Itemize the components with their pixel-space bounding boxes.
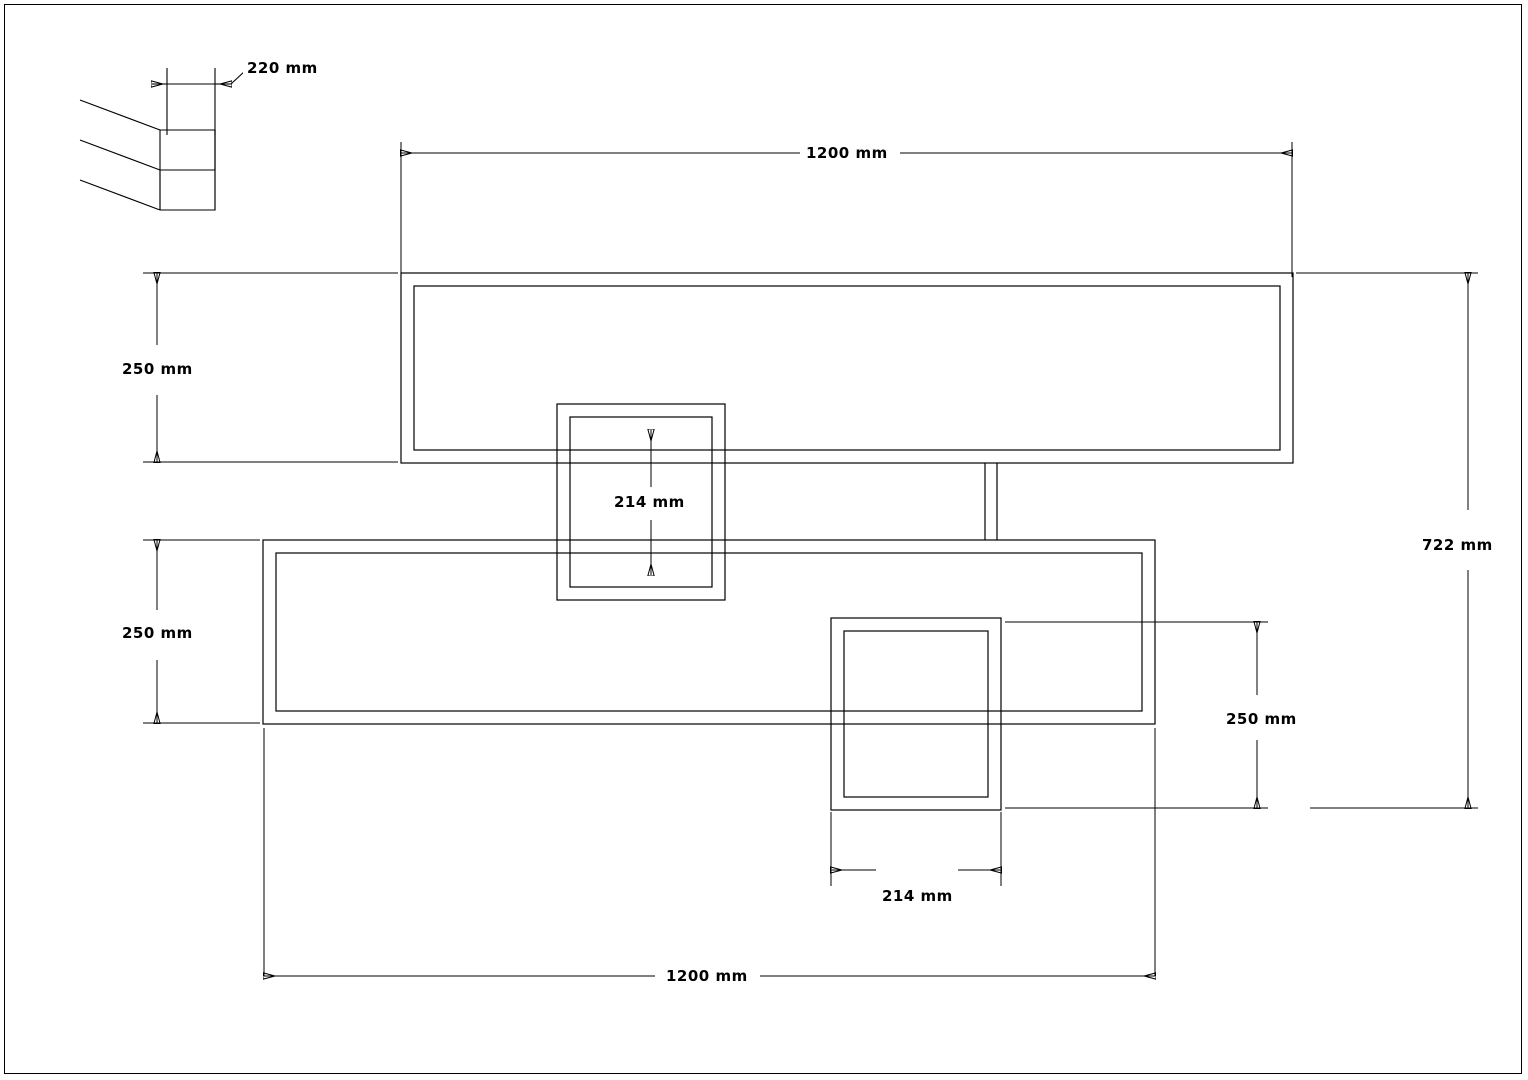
label-top-width: 1200 mm xyxy=(802,144,892,162)
label-depth: 220 mm xyxy=(243,59,322,77)
label-total-height: 722 mm xyxy=(1418,536,1497,554)
dim-lower-box-width xyxy=(831,812,1001,886)
top-shelf-body xyxy=(401,273,1293,463)
label-lower-box-width: 214 mm xyxy=(878,887,957,905)
lower-box xyxy=(831,618,1001,810)
dim-bottom-width xyxy=(264,728,1155,976)
label-bottom-height: 250 mm xyxy=(118,624,197,642)
bottom-shelf-body xyxy=(263,540,1155,724)
iso-depth-detail xyxy=(80,68,246,210)
label-lower-box-height: 250 mm xyxy=(1222,710,1301,728)
vertical-connector xyxy=(985,463,997,540)
label-upper-box-height: 214 mm xyxy=(610,493,689,511)
label-top-height: 250 mm xyxy=(118,360,197,378)
label-bottom-width: 1200 mm xyxy=(662,967,752,985)
dim-top-width xyxy=(401,142,1292,277)
